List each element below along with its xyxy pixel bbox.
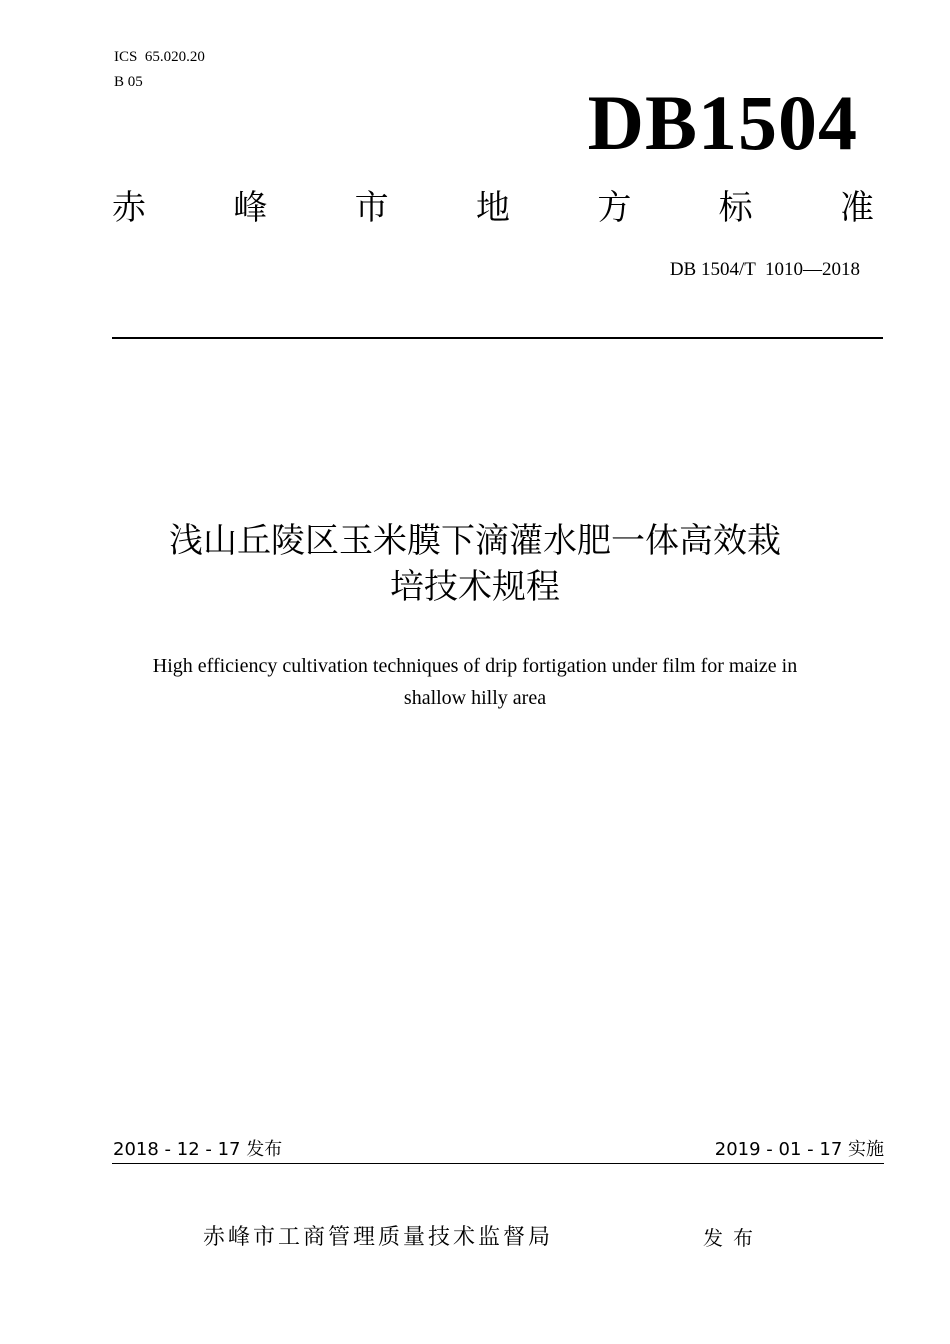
bottom-divider <box>112 1163 884 1164</box>
english-title-line2: shallow hilly area <box>403 687 547 709</box>
ics-code: ICS 65.020.20 <box>114 49 205 65</box>
implementation-date: 2019 - 01 - 17 实施 <box>714 1139 884 1160</box>
chinese-title <box>60 518 890 610</box>
chinese-title-line1: 浅山丘陵区玉米膜下滴灌水肥一体高效栽 <box>169 521 781 561</box>
standard-type <box>112 185 874 231</box>
top-divider <box>112 337 883 339</box>
standard-type-char: 地 <box>475 188 510 228</box>
standard-type-char: 峰 <box>233 188 268 228</box>
publish-label: 发布 <box>703 1226 763 1250</box>
standard-type-char: 市 <box>354 188 389 228</box>
standard-type-char: 标 <box>718 188 753 228</box>
issue-date: 2018 - 12 - 17 发布 <box>113 1139 283 1160</box>
standard-type-char: 准 <box>839 188 874 228</box>
standard-type-char: 赤 <box>112 188 146 228</box>
ccs-code: B 05 <box>114 74 143 90</box>
english-title-line1: High efficiency cultivation techniques of drip fortigation under film for maize in <box>152 655 798 677</box>
english-title <box>80 650 870 714</box>
standard-number: DB 1504/T 1010—2018 <box>669 259 860 280</box>
standard-logo: DB1504 <box>587 79 858 166</box>
chinese-title-line2: 培技术规程 <box>390 567 560 607</box>
standard-type-char: 方 <box>597 188 632 228</box>
publisher: 赤峰市工商管理质量技术监督局 <box>203 1225 554 1250</box>
